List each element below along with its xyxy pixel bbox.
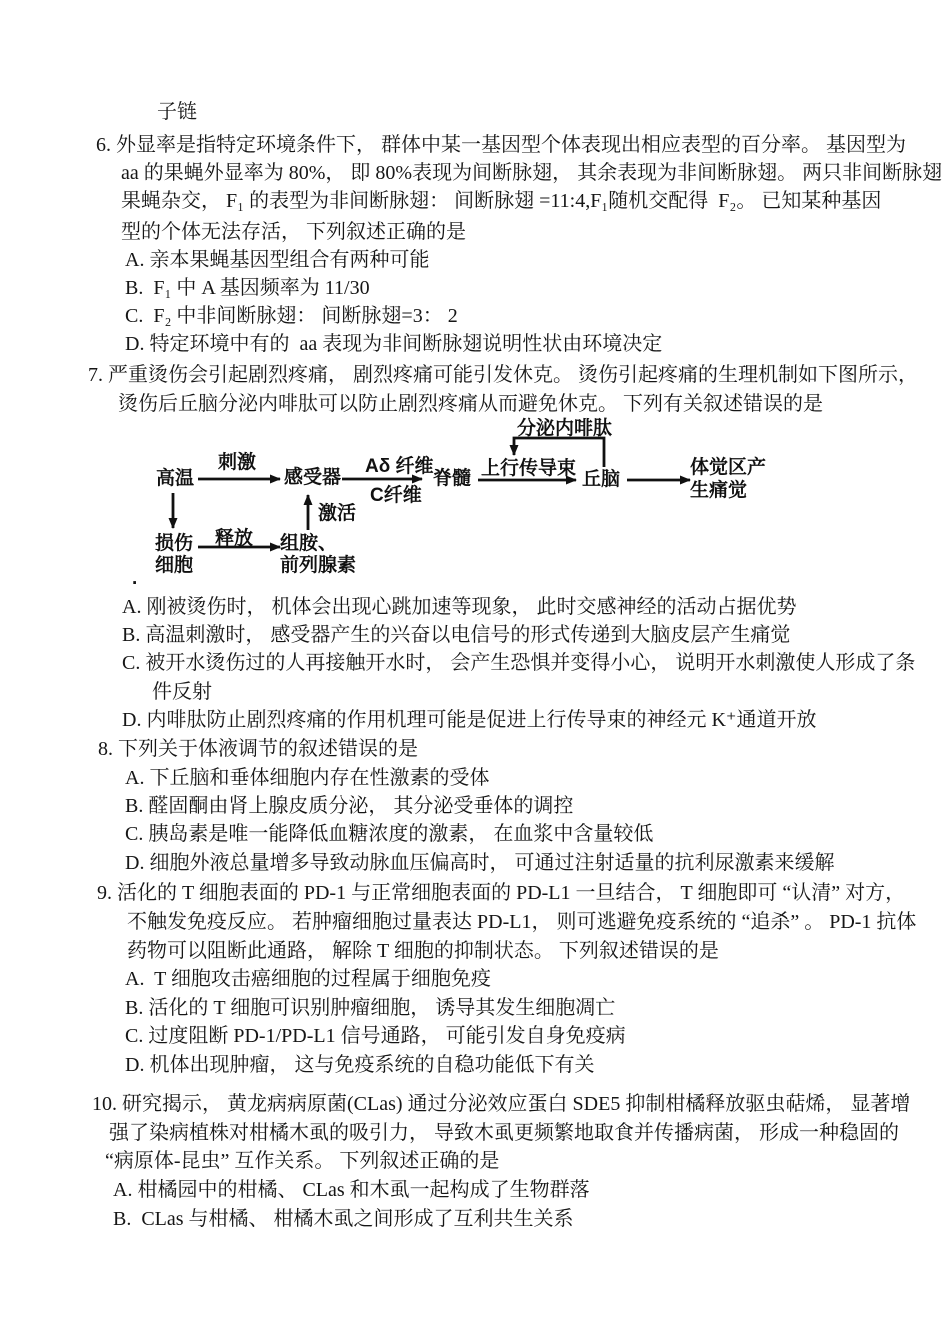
question-6-option-c: C. F₂ 中非间断脉翅： 间断脉翅=3： 2: [125, 305, 458, 327]
label-release: 释放: [215, 528, 254, 549]
question-8-stem: 8. 下列关于体液调节的叙述错误的是: [98, 738, 418, 760]
node-high-temperature: 高温: [156, 468, 195, 489]
question-7-option-c-line2: 件反射: [152, 681, 212, 703]
label-secrete-endorphin: 分泌内啡肽: [517, 418, 613, 439]
fragment-top: 子链: [157, 101, 197, 123]
stray-mark: .: [132, 568, 138, 589]
label-c-fiber: C纤维: [370, 485, 422, 506]
node-histamine-line2: 前列腺素: [280, 555, 357, 576]
question-9-stem-line-1: 9. 活化的 T 细胞表面的 PD-1 与正常细胞表面的 PD-L1 一旦结合， T 细胞即可 “认清” 对方，: [97, 882, 906, 904]
node-damaged-cells-line2: 细胞: [155, 555, 194, 576]
label-activate: 激活: [318, 503, 357, 524]
question-6-stem-line-2: aa 的果蝇外显率为 80%， 即 80%表现为间断脉翅， 其余表现为非间断脉翅。 两只非间断脉翅: [121, 162, 943, 184]
pain-mechanism-diagram: [130, 416, 890, 601]
question-8-option-b: B. 醛固酮由肾上腺皮质分泌， 其分泌受垂体的调控: [125, 795, 574, 817]
node-spinal-cord: 脊髓: [433, 468, 472, 489]
label-stimulate: 刺激: [218, 452, 257, 473]
question-8-option-a: A. 下丘脑和垂体细胞内存在性激素的受体: [125, 767, 490, 789]
question-9-option-d: D. 机体出现肿瘤， 这与免疫系统的自稳功能低下有关: [125, 1054, 595, 1076]
question-6-option-a: A. 亲本果蝇基因型组合有两种可能: [125, 249, 430, 271]
question-8-option-d: D. 细胞外液总量增多导致动脉血压偏高时， 可通过注射适量的抗利尿激素来缓解: [125, 852, 835, 874]
question-7-option-b: B. 高温刺激时， 感受器产生的兴奋以电信号的形式传递到大脑皮层产生痛觉: [122, 624, 791, 646]
question-9-option-a: A. T 细胞攻击癌细胞的过程属于细胞免疫: [125, 968, 491, 990]
question-7-option-a: A. 刚被烫伤时， 机体会出现心跳加速等现象， 此时交感神经的活动占据优势: [122, 596, 797, 618]
question-10-option-b: B. CLas 与柑橘、 柑橘木虱之间形成了互利共生关系: [113, 1208, 574, 1230]
question-7-stem-line-2: 烫伤后丘脑分泌内啡肽可以防止剧烈疼痛从而避免休克。 下列有关叙述错误的是: [118, 393, 823, 415]
question-9-option-b: B. 活化的 T 细胞可识别肿瘤细胞， 诱导其发生细胞凋亡: [125, 997, 616, 1019]
label-ascending-tract: 上行传导束: [481, 458, 577, 479]
node-somatic-area-line1: 体觉区产: [690, 457, 767, 478]
node-receptor: 感受器: [284, 467, 342, 488]
question-10-option-a: A. 柑橘园中的柑橘、 CLas 和木虱一起构成了生物群落: [113, 1179, 590, 1201]
question-6-stem-line-3: 果蝇杂交， F₁ 的表型为非间断脉翅： 间断脉翅 =11:4,F₁随机交配得 F₂。 已知某种基因: [121, 190, 882, 212]
question-9-option-c: C. 过度阻断 PD-1/PD-L1 信号通路， 可能引发自身免疫病: [125, 1025, 626, 1047]
question-6-stem-line-4: 型的个体无法存活， 下列叙述正确的是: [121, 221, 466, 243]
question-8-option-c: C. 胰岛素是唯一能降低血糖浓度的激素， 在血浆中含量较低: [125, 823, 654, 845]
question-10-stem-line-1: 10. 研究揭示， 黄龙病病原菌(CLas) 通过分泌效应蛋白 SDE5 抑制柑橘释放驱虫萜烯， 显著增: [92, 1093, 911, 1115]
question-6-option-d: D. 特定环境中有的 aa 表现为非间断脉翅说明性状由环境决定: [125, 333, 663, 355]
node-thalamus: 丘脑: [582, 469, 621, 490]
question-9-stem-line-3: 药物可以阻断此通路， 解除 T 细胞的抑制状态。 下列叙述错误的是: [127, 940, 719, 962]
question-7-stem-line-1: 7. 严重烫伤会引起剧烈疼痛， 剧烈疼痛可能引发休克。 烫伤引起疼痛的生理机制如下图所示，: [88, 364, 918, 386]
question-7-option-c-line1: C. 被开水烫伤过的人再接触开水时， 会产生恐惧并变得小心， 说明开水刺激使人形成了条: [122, 652, 916, 674]
node-damaged-cells-line1: 损伤: [155, 533, 194, 554]
node-somatic-area-line2: 生痛觉: [690, 480, 748, 501]
question-6-stem-line-1: 6. 外显率是指特定环境条件下， 群体中某一基因型个体表现出相应表型的百分率。 基因型为: [96, 134, 906, 156]
diagram-arrows: [130, 416, 890, 601]
node-histamine-line1: 组胺、: [280, 533, 338, 554]
question-10-stem-line-3: “病原体-昆虫” 互作关系。 下列叙述正确的是: [105, 1150, 500, 1172]
question-7-option-d: D. 内啡肽防止剧烈疼痛的作用机理可能是促进上行传导束的神经元 K⁺通道开放: [122, 709, 817, 731]
question-6-option-b: B. F₁ 中 A 基因频率为 11/30: [125, 277, 370, 299]
question-10-stem-line-2: 强了染病植株对柑橘木虱的吸引力， 导致木虱更频繁地取食并传播病菌， 形成一种稳固的: [109, 1122, 899, 1144]
question-9-stem-line-2: 不触发免疫反应。 若肿瘤细胞过量表达 PD-L1， 则可逃避免疫系统的 “追杀” 。 PD-1 抗体: [127, 911, 917, 933]
label-a-delta-fiber: Aδ 纤维: [365, 456, 434, 477]
